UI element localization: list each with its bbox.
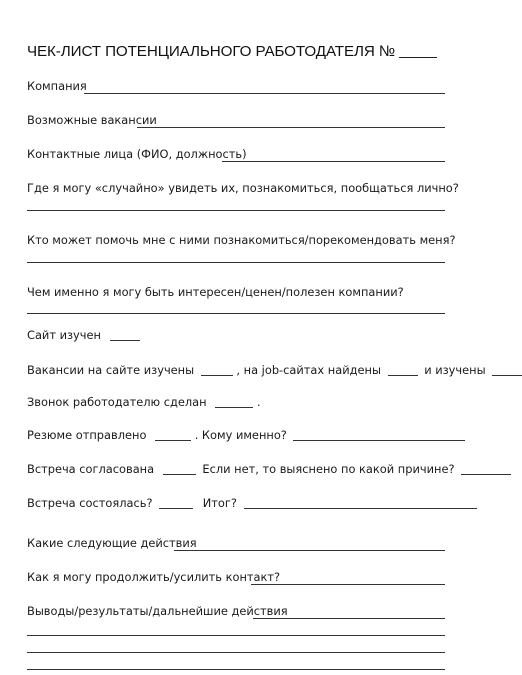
who-help-row: [27, 228, 456, 248]
who-help-label: Кто может помочь мне с ними познакомиться/порекомендовать меня?: [27, 232, 456, 247]
title-text: ЧЕК-ЛИСТ ПОТЕНЦИАЛЬНОГО РАБОТОДАТЕЛЯ №: [27, 43, 396, 60]
resume-whom-field[interactable]: [293, 429, 465, 441]
call-label: Звонок работодателю сделан: [27, 394, 207, 409]
meeting-held-blank[interactable]: [159, 497, 193, 509]
conclusions-line-3[interactable]: [27, 652, 445, 653]
next-steps-field[interactable]: [174, 550, 445, 551]
conclusions-line-4[interactable]: [27, 669, 445, 670]
site-studied-label: Сайт изучен: [27, 327, 101, 342]
vacancies-site-label: Вакансии на сайте изучены: [27, 362, 195, 377]
where-meet-answer-line[interactable]: [27, 210, 445, 211]
vacancies-site-blank[interactable]: [201, 364, 233, 376]
company-label: Компания: [27, 78, 87, 93]
company-field[interactable]: [84, 93, 445, 94]
job-sites-label: , на job-сайтах найдены: [236, 362, 381, 377]
checklist-number-blank[interactable]: [399, 56, 437, 58]
continue-contact-row: [27, 565, 445, 585]
meeting-reason-label: Если нет, то выяснено по какой причине?: [202, 461, 455, 476]
conclusions-line-2[interactable]: [27, 635, 445, 636]
meeting-agreed-blank[interactable]: [163, 463, 196, 475]
call-blank[interactable]: [215, 396, 253, 408]
who-help-answer-line[interactable]: [27, 262, 445, 263]
site-studied-row: [27, 329, 140, 349]
job-sites-found-blank[interactable]: [388, 364, 418, 376]
meeting-reason-field[interactable]: [461, 463, 511, 475]
why-interesting-label: Чем именно я могу быть интересен/ценен/полезен компании?: [27, 284, 404, 299]
vacancies-row: [27, 108, 445, 128]
contacts-label: Контактные лица (ФИО, должность): [27, 146, 247, 161]
continue-contact-label: Как я могу продолжить/усилить контакт?: [27, 569, 281, 584]
continue-contact-field[interactable]: [251, 584, 445, 585]
company-row: [27, 74, 445, 94]
resume-row: [27, 429, 465, 449]
vacancies-sites-row: [27, 364, 522, 384]
meeting-held-label: Встреча состоялась?: [27, 495, 153, 510]
resume-blank[interactable]: [155, 429, 191, 441]
call-row: [27, 396, 260, 416]
next-steps-row: [27, 531, 445, 551]
call-period: .: [256, 394, 261, 409]
meeting-result-label: Итог?: [202, 495, 237, 510]
meeting-agreed-label: Встреча согласована: [27, 461, 155, 476]
job-sites-studied-blank[interactable]: [492, 364, 522, 376]
vacancies-field[interactable]: [137, 127, 445, 128]
next-steps-label: Какие следующие действия: [27, 535, 197, 550]
meeting-result-field[interactable]: [244, 497, 477, 509]
conclusions-label: Выводы/результаты/дальнейшие действия: [27, 603, 288, 618]
resume-label: Резюме отправлено: [27, 427, 147, 442]
job-sites-studied-label: и изучены: [424, 362, 486, 377]
conclusions-field[interactable]: [253, 618, 445, 619]
resume-whom-label: . Кому именно?: [194, 427, 287, 442]
why-interesting-row: [27, 280, 445, 300]
vacancies-label: Возможные вакансии: [27, 112, 157, 127]
where-meet-label: Где я могу «случайно» увидеть их, познакомиться, пообщаться лично?: [27, 180, 459, 195]
page-title: [27, 43, 437, 60]
meeting-held-row: [27, 497, 477, 517]
contacts-row: [27, 142, 445, 162]
where-meet-row: [27, 176, 459, 196]
conclusions-row: [27, 599, 445, 619]
site-studied-blank[interactable]: [110, 329, 140, 341]
contacts-field[interactable]: [222, 161, 445, 162]
meeting-agreed-row: [27, 463, 511, 483]
why-interesting-answer-line[interactable]: [27, 313, 445, 314]
